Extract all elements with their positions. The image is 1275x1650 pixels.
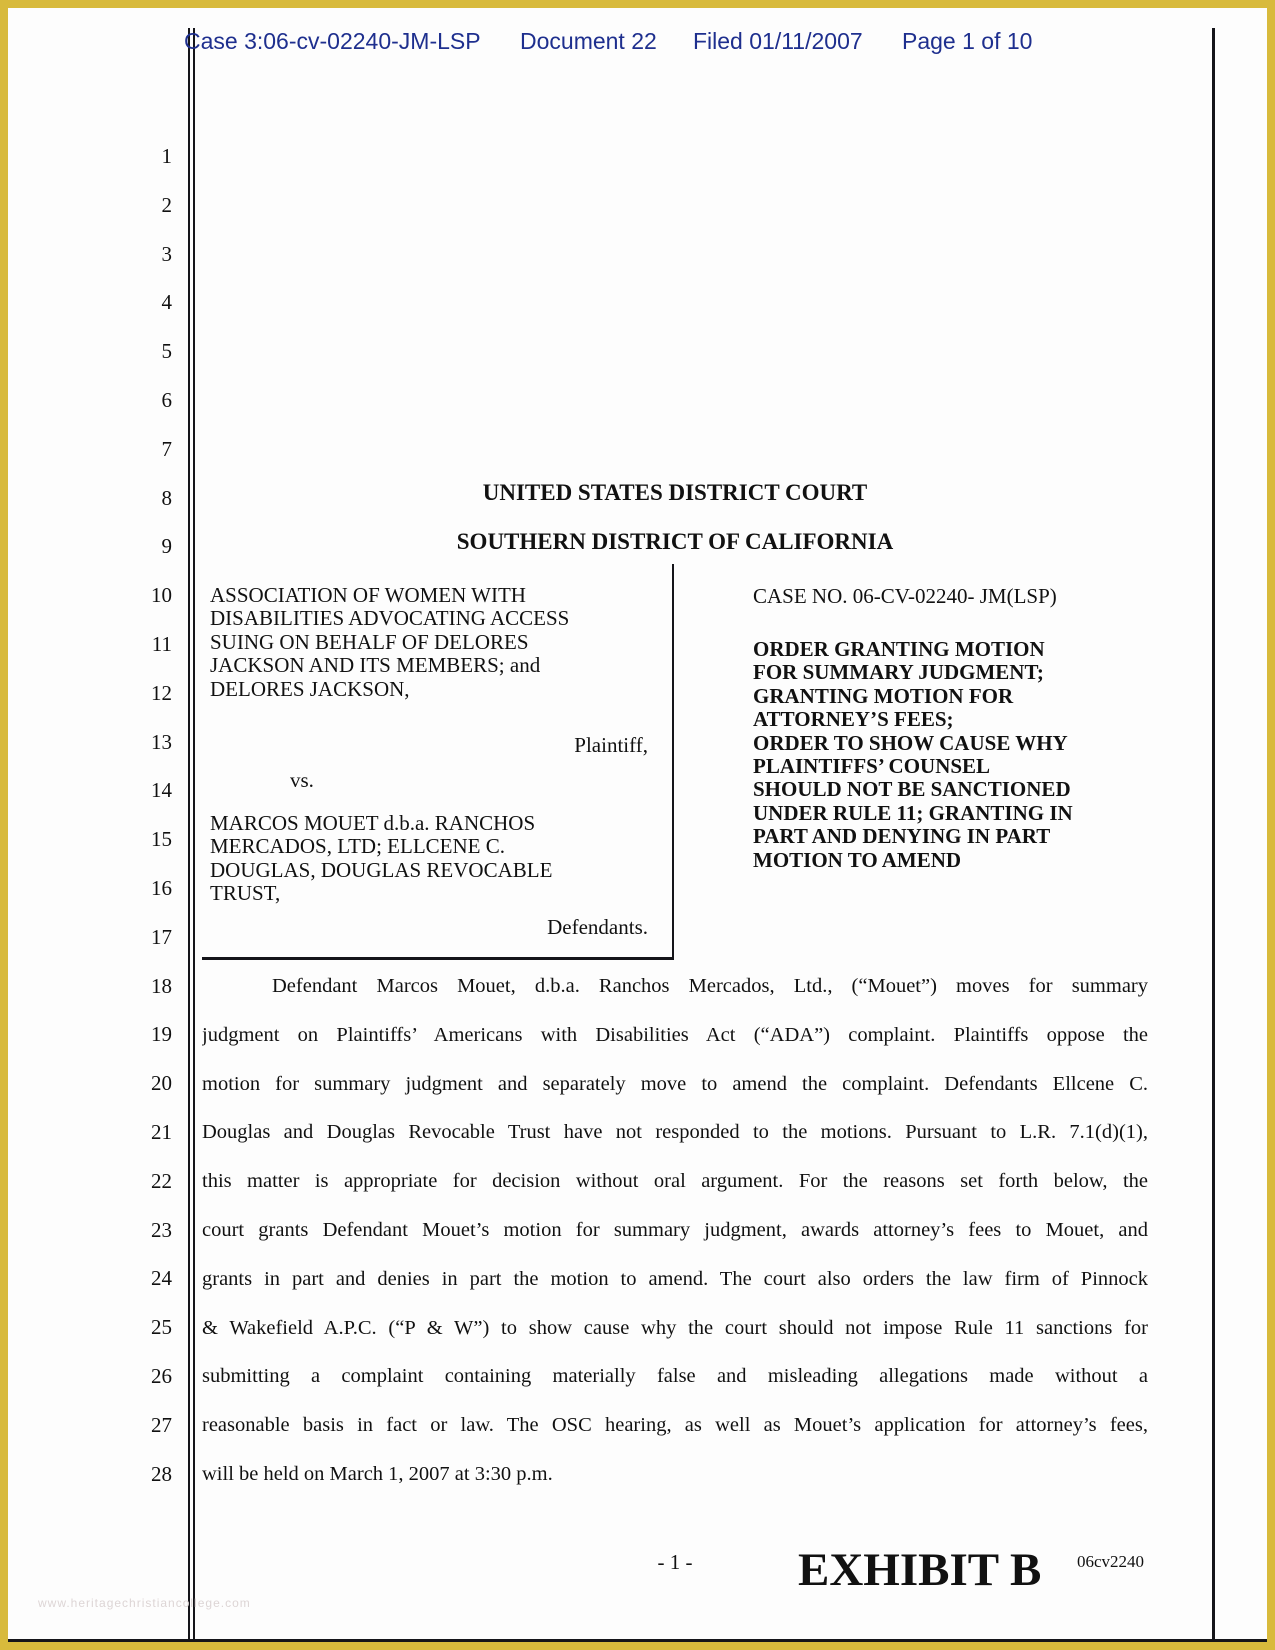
line-number: 5: [161, 339, 172, 364]
line-number: 19: [151, 1022, 172, 1047]
body-line: & Wakefield A.P.C. (“P & W”) to show cause why the court should not impose Rule 11 sanctions for: [202, 1316, 1148, 1339]
case-number: CASE NO. 06-CV-02240- JM(LSP): [753, 584, 1057, 608]
pleading-rule-left-outer: [188, 28, 190, 1639]
line-number: 21: [151, 1119, 172, 1144]
order-title-line: GRANTING MOTION FOR: [753, 683, 1014, 708]
body-line: judgment on Plaintiffs’ Americans with Disabilities Act (“ADA”) complaint. Plaintiffs oppose the: [202, 1023, 1148, 1046]
header-page-indicator: Page 1 of 10: [902, 28, 1033, 54]
body-line: Douglas and Douglas Revocable Trust have not responded to the motions. Pursuant to L.R. 7.1(d)(1),: [202, 1121, 1148, 1144]
order-title-line: SHOULD NOT BE SANCTIONED: [753, 777, 1071, 802]
order-title-line: PART AND DENYING IN PART: [753, 824, 1051, 849]
line-number: 12: [151, 680, 172, 705]
caption-plaintiff-line: SUING ON BEHALF OF DELORES: [210, 629, 529, 654]
order-title-line: ORDER TO SHOW CAUSE WHY: [753, 730, 1068, 755]
caption-plaintiff-line: DISABILITIES ADVOCATING ACCESS: [210, 606, 570, 631]
line-number: 17: [151, 924, 172, 949]
caption-plaintiff-block: [210, 584, 665, 701]
caption-defendant-line: MARCOS MOUET d.b.a. RANCHOS: [210, 811, 536, 835]
order-body-paragraph: [202, 962, 1148, 1499]
caption-defendant-line: MERCADOS, LTD; ELLCENE C.: [210, 834, 505, 859]
caption-box-right-rule: [672, 564, 674, 959]
line-number: 9: [161, 534, 172, 559]
line-number: 7: [161, 436, 172, 461]
body-line: court grants Defendant Mouet’s motion for summary judgment, awards attorney’s fees to Mouet, and: [202, 1218, 1148, 1241]
line-number: 16: [151, 875, 172, 900]
line-number: 27: [151, 1412, 172, 1437]
pleading-rule-left-inner: [193, 28, 195, 1639]
line-number: 3: [161, 241, 172, 266]
caption-box-bottom-rule: [202, 957, 674, 960]
body-line: will be held on March 1, 2007 at 3:30 p.m.: [202, 1462, 553, 1485]
line-number: 6: [161, 387, 172, 412]
caption-plaintiff-line: JACKSON AND ITS MEMBERS; and: [210, 653, 541, 678]
line-number: 18: [151, 973, 172, 998]
line-number: 8: [161, 485, 172, 510]
line-number: 20: [151, 1071, 172, 1096]
watermark-url: www.heritagechristiancollege.com: [38, 1596, 251, 1610]
line-number: 4: [161, 290, 172, 315]
body-line: Defendant Marcos Mouet, d.b.a. Ranchos Mercados, Ltd., (“Mouet”) moves for summary: [272, 975, 1148, 997]
pleading-rule-right: [1212, 28, 1215, 1639]
page-bottom-edge: [8, 1639, 1267, 1642]
line-number: 26: [151, 1363, 172, 1388]
line-number: 10: [151, 583, 172, 608]
court-district: SOUTHERN DISTRICT OF CALIFORNIA: [456, 529, 894, 554]
body-line: reasonable basis in fact or law. The OSC hearing, as well as Mouet’s application for attorney’s fees,: [202, 1414, 1148, 1437]
line-number: 2: [161, 192, 172, 217]
line-number: 24: [151, 1266, 172, 1291]
line-number: 15: [151, 827, 172, 852]
caption-defendant-line: TRUST,: [210, 881, 281, 906]
order-title-line: MOTION TO AMEND: [753, 847, 962, 872]
line-number: 23: [151, 1217, 172, 1242]
footer-page-number: - 1 -: [657, 1550, 693, 1574]
body-line: grants in part and denies in part the motion to amend. The court also orders the law firm of Pinnock: [202, 1267, 1148, 1290]
court-title: UNITED STATES DISTRICT COURT: [482, 480, 868, 505]
order-title-line: PLAINTIFFS’ COUNSEL: [753, 754, 991, 779]
line-number: 25: [151, 1315, 172, 1340]
caption-plaintiff-line: DELORES JACKSON,: [210, 676, 410, 701]
line-number-column: [118, 132, 172, 1498]
vs-label: vs.: [290, 768, 314, 792]
order-title-line: FOR SUMMARY JUDGMENT;: [753, 660, 1044, 685]
line-number: 13: [151, 729, 172, 754]
order-title-line: ORDER GRANTING MOTION: [753, 637, 1045, 661]
line-number: 14: [151, 778, 172, 803]
header-case-number: Case 3:06-cv-02240-JM-LSP: [184, 28, 481, 54]
line-number: 28: [151, 1461, 172, 1486]
body-line: motion for summary judgment and separately move to amend the complaint. Defendants Ellcene C.: [202, 1072, 1148, 1095]
line-number: 1: [161, 144, 172, 168]
header-document-number: Document 22: [520, 28, 657, 54]
body-line: submitting a complaint containing materially false and misleading allegations made without a: [202, 1365, 1148, 1388]
order-title-line: UNDER RULE 11; GRANTING IN: [753, 800, 1073, 825]
body-line: this matter is appropriate for decision without oral argument. For the reasons set forth below, the: [202, 1170, 1148, 1193]
order-title-block: [753, 638, 1163, 872]
line-number: 22: [151, 1168, 172, 1193]
caption-plaintiff-line: ASSOCIATION OF WOMEN WITH: [210, 583, 526, 607]
plaintiff-label: Plaintiff,: [574, 733, 648, 757]
footer-case-code: 06cv2240: [1077, 1552, 1145, 1571]
defendants-label: Defendants.: [547, 915, 648, 939]
exhibit-stamp: EXHIBIT B: [798, 1544, 1042, 1596]
order-title-line: ATTORNEY’S FEES;: [753, 707, 954, 732]
caption-defendant-block: [210, 812, 665, 906]
line-number: 11: [151, 631, 172, 656]
header-filed-date: Filed 01/11/2007: [693, 28, 863, 54]
caption-defendant-line: DOUGLAS, DOUGLAS REVOCABLE: [210, 857, 553, 882]
